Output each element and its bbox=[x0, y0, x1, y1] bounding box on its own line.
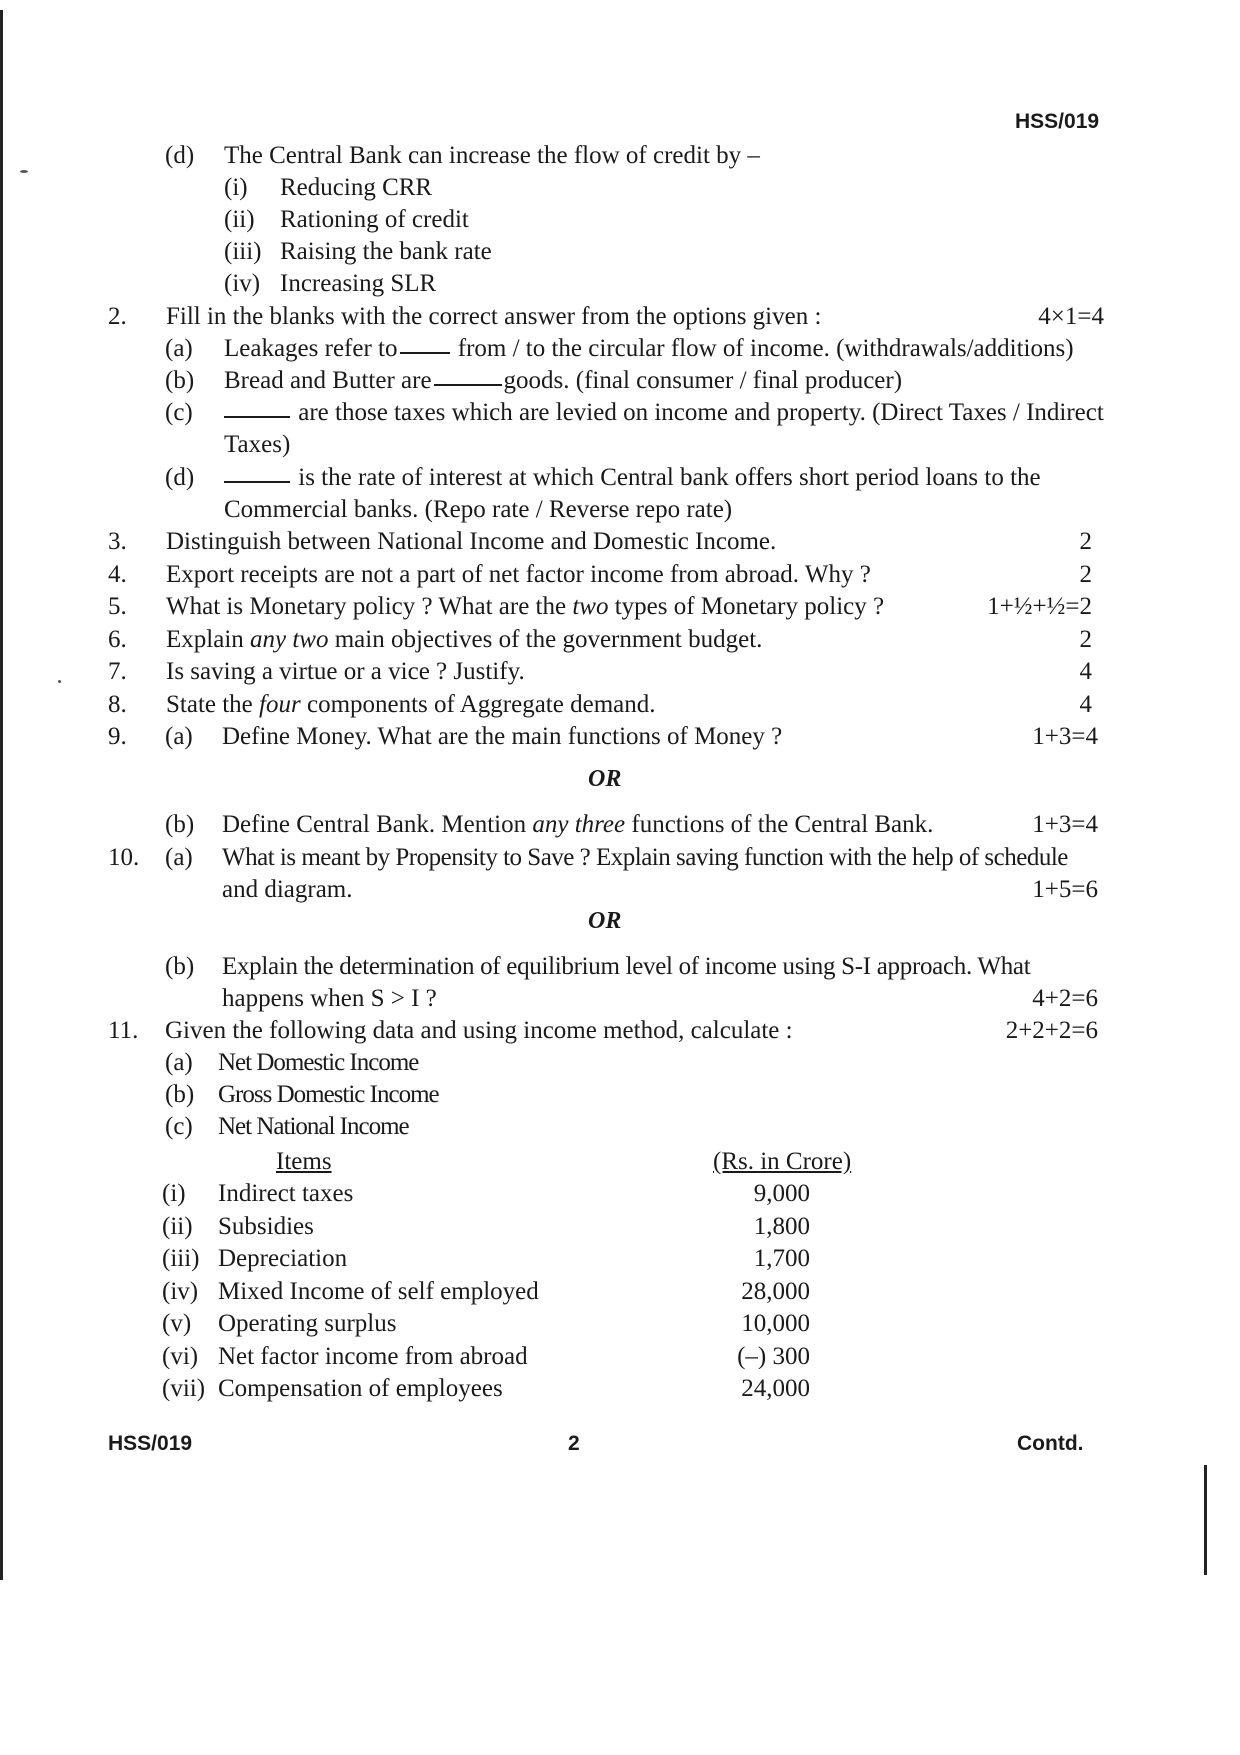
question-number: 3. bbox=[108, 528, 127, 555]
part-text: Net Domestic Income bbox=[218, 1049, 419, 1076]
option-number: (i) bbox=[224, 174, 248, 201]
q10-or: OR bbox=[588, 908, 622, 934]
table-row-item: Net factor income from abroad bbox=[218, 1342, 528, 1370]
question-text: Distinguish between National Income and Domestic Income. bbox=[166, 528, 777, 555]
table-row-item: Mixed Income of self employed bbox=[218, 1277, 539, 1305]
q9a-label: (a) bbox=[165, 723, 193, 750]
part-text: Gross Domestic Income bbox=[218, 1081, 439, 1108]
table-row-item: Operating surplus bbox=[218, 1310, 397, 1337]
scan-edge-left bbox=[0, 10, 3, 1580]
q9-or: OR bbox=[588, 766, 622, 792]
table-row-value: 1,700 bbox=[753, 1245, 810, 1272]
q2c-text: are those taxes which are levied on income and property. (Direct Taxes / Indirect bbox=[224, 398, 1104, 428]
q2-number: 2. bbox=[108, 303, 127, 330]
table-row-value: 1,800 bbox=[753, 1212, 810, 1240]
part-label: (a) bbox=[165, 1049, 193, 1076]
table-row-number: (vi) bbox=[162, 1342, 199, 1370]
question-number: 6. bbox=[108, 625, 127, 653]
question-number: 8. bbox=[108, 690, 127, 718]
q2c-text-line2: Taxes) bbox=[224, 431, 291, 458]
question-marks: 2 bbox=[1079, 625, 1092, 653]
q2a-label: (a) bbox=[165, 335, 193, 362]
table-row-number: (vii) bbox=[162, 1375, 206, 1402]
table-row-number: (iv) bbox=[162, 1277, 199, 1305]
table-row-item: Depreciation bbox=[218, 1245, 348, 1272]
table-row-item: Subsidies bbox=[218, 1212, 314, 1240]
q10b-text-line1: Explain the determination of equilibrium level of income using S-I approach. What bbox=[222, 953, 1031, 980]
q9a-text: Define Money. What are the main functions of Money ? bbox=[222, 723, 783, 750]
q10a-label: (a) bbox=[165, 844, 193, 871]
q10a-text-line1: What is meant by Propensity to Save ? Explain saving function with the help of schedule bbox=[222, 844, 1068, 871]
table-row-item: Compensation of employees bbox=[218, 1375, 503, 1402]
table-row-value: (–) 300 bbox=[737, 1342, 810, 1370]
question-marks: 4 bbox=[1079, 690, 1092, 718]
q2b-text: Bread and Butter are goods. (final consumer / final producer) bbox=[224, 367, 903, 394]
question-text: Is saving a virtue or a vice ? Justify. bbox=[166, 658, 525, 685]
table-row-value: 28,000 bbox=[741, 1277, 810, 1305]
option-number: (iii) bbox=[224, 238, 262, 265]
table-row-value: 9,000 bbox=[753, 1180, 810, 1207]
q9-number: 9. bbox=[108, 723, 127, 750]
q2d-text: is the rate of interest at which Central bank offers short period loans to the bbox=[224, 463, 1041, 493]
question-number: 5. bbox=[108, 593, 127, 620]
q2a-text: Leakages refer to from / to the circular flow of income. (withdrawals/additions) bbox=[224, 335, 1074, 362]
option-text: Rationing of credit bbox=[280, 206, 469, 233]
q9b-text: Define Central Bank. Mention any three functions of the Central Bank. bbox=[222, 811, 934, 838]
footer-paper-code: HSS/019 bbox=[108, 1432, 193, 1455]
table-row-number: (i) bbox=[162, 1180, 186, 1207]
question-number: 4. bbox=[108, 560, 127, 588]
q2c-label: (c) bbox=[165, 399, 193, 426]
q10b-label: (b) bbox=[165, 953, 195, 980]
q10a-marks: 1+5=6 bbox=[1032, 876, 1098, 903]
question-text: Export receipts are not a part of net factor income from abroad. Why ? bbox=[166, 560, 871, 588]
q2d-text-line2: Commercial banks. (Repo rate / Reverse repo rate) bbox=[224, 496, 733, 523]
q2d-label: (d) bbox=[165, 464, 195, 491]
question-marks: 2 bbox=[1079, 528, 1092, 555]
q9b-marks: 1+3=4 bbox=[1032, 811, 1098, 838]
question-text: State the four components of Aggregate demand. bbox=[166, 690, 656, 718]
question-number: 7. bbox=[108, 658, 127, 685]
option-text: Reducing CRR bbox=[280, 174, 433, 201]
table-row-number: (ii) bbox=[162, 1212, 193, 1240]
option-text: Increasing SLR bbox=[280, 270, 437, 297]
scan-speck bbox=[58, 680, 61, 683]
table-row-item: Indirect taxes bbox=[218, 1180, 354, 1207]
q9a-marks: 1+3=4 bbox=[1032, 723, 1098, 750]
q10b-marks: 4+2=6 bbox=[1032, 985, 1098, 1012]
q10b-text-line2: happens when S > I ? bbox=[222, 985, 437, 1012]
table-row-number: (v) bbox=[162, 1310, 192, 1337]
header-paper-code: HSS/019 bbox=[1015, 110, 1100, 133]
scan-speck bbox=[20, 170, 28, 173]
table-row-value: 10,000 bbox=[741, 1310, 810, 1337]
q11-number: 11. bbox=[108, 1017, 139, 1044]
part-label: (c) bbox=[165, 1113, 193, 1140]
part-text: Net National Income bbox=[218, 1113, 409, 1140]
question-marks: 2 bbox=[1079, 560, 1092, 588]
option-number: (iv) bbox=[224, 270, 261, 297]
question-text: What is Monetary policy ? What are the two types of Monetary policy ? bbox=[166, 593, 885, 620]
q2-marks: 4×1=4 bbox=[1038, 303, 1104, 330]
q11-text: Given the following data and using income method, calculate : bbox=[165, 1017, 793, 1044]
page-number: 2 bbox=[568, 1432, 580, 1455]
part-label: (b) bbox=[165, 1081, 195, 1108]
option-number: (ii) bbox=[224, 206, 255, 233]
question-text: Explain any two main objectives of the government budget. bbox=[166, 625, 763, 653]
q11-marks: 2+2+2=6 bbox=[1005, 1017, 1098, 1044]
q2b-label: (b) bbox=[165, 367, 195, 394]
table-row-value: 24,000 bbox=[741, 1375, 810, 1402]
question-marks: 4 bbox=[1079, 658, 1092, 685]
question-marks: 1+½+½=2 bbox=[987, 593, 1092, 620]
q2-text: Fill in the blanks with the correct answer from the options given : bbox=[166, 303, 822, 330]
q1d-text: The Central Bank can increase the flow of credit by – bbox=[224, 142, 760, 169]
q10a-text-line2: and diagram. bbox=[222, 876, 353, 903]
contd-label: Contd. bbox=[1017, 1432, 1084, 1455]
q9b-label: (b) bbox=[165, 811, 195, 838]
option-text: Raising the bank rate bbox=[280, 238, 492, 265]
scan-edge-right bbox=[1204, 1465, 1207, 1575]
table-header-items: Items bbox=[276, 1148, 332, 1175]
table-row-number: (iii) bbox=[162, 1245, 200, 1272]
q1d-label: (d) bbox=[165, 142, 195, 169]
table-header-value: (Rs. in Crore) bbox=[713, 1148, 852, 1175]
q10-number: 10. bbox=[108, 844, 140, 871]
